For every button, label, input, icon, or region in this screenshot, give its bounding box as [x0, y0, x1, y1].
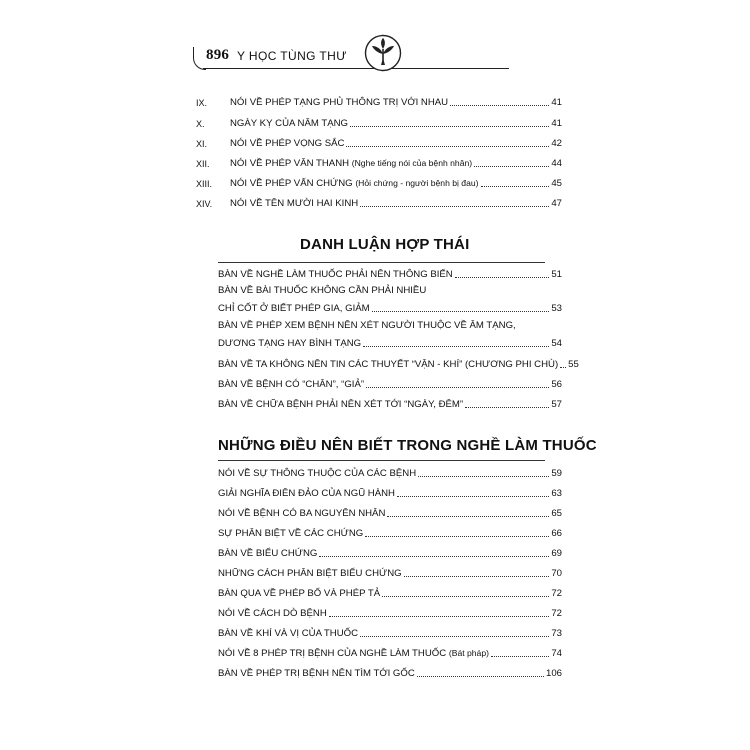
dot-leader	[417, 676, 544, 677]
roman-numeral: IX.	[196, 98, 208, 108]
dot-leader	[455, 277, 550, 278]
page-ref: 72	[551, 588, 562, 599]
entry-title: BÀN VỀ BIỂU CHỨNG	[218, 548, 318, 559]
leaf-emblem-icon	[364, 34, 402, 72]
page-ref: 106	[545, 668, 562, 679]
entry-title-line1: BÀN VỀ BÀI THUỐC KHÔNG CẦN PHẢI NHIỀU	[218, 285, 427, 296]
dot-leader	[481, 186, 550, 187]
dot-leader	[360, 206, 549, 207]
page-ref: 47	[551, 198, 562, 209]
entry-title: NÓI VỀ TÊN MƯỜI HAI KINH	[230, 198, 359, 209]
entry-title: BÀN VỀ BỆNH CÓ “CHÂN”, “GIẢ”	[218, 379, 365, 390]
dot-leader	[366, 387, 549, 388]
entry-title: GIẢI NGHĨA ĐIÊN ĐẢO CỦA NGŨ HÀNH	[218, 488, 395, 499]
entry-title: BÀN VỀ NGHỀ LÀM THUỐC PHẢI NÊN THÔNG BIẾN	[218, 269, 453, 280]
toc-entry[interactable]	[218, 299, 562, 315]
toc-entry[interactable]	[196, 174, 562, 190]
dot-leader	[329, 616, 550, 617]
roman-numeral: XIII.	[196, 179, 213, 189]
dot-leader	[346, 146, 549, 147]
section-heading: NHỮNG ĐIỀU NÊN BIẾT TRONG NGHỀ LÀM THUỐC	[218, 437, 597, 454]
dot-leader	[474, 166, 549, 167]
entry-title: NÓI VỀ PHÉP VỌNG SẮC	[230, 138, 345, 149]
dot-leader	[387, 516, 549, 517]
entry-title-main: NÓI VỀ PHÉP VẤN CHỨNG	[230, 178, 356, 189]
toc-entry[interactable]	[218, 395, 562, 411]
heading-rule	[218, 460, 545, 461]
entry-title: BÀN VỀ KHÍ VÀ VỊ CỦA THUỐC	[218, 628, 359, 639]
page-ref: 59	[551, 468, 562, 479]
page-ref: 53	[551, 303, 562, 314]
entry-title: BÀN VỀ TA KHÔNG NÊN TIN CÁC THUYẾT “VẬN - KHÍ” (CHƯƠNG PHI CHÙ)	[218, 359, 559, 370]
toc-entry[interactable]	[196, 154, 562, 170]
toc-entry[interactable]	[196, 114, 562, 130]
entry-title: BÀN QUA VỀ PHÉP BỔ VÀ PHÉP TẢ	[218, 588, 381, 599]
toc-entry[interactable]	[218, 334, 562, 350]
dot-leader	[404, 576, 550, 577]
page-ref: 44	[551, 158, 562, 169]
page-ref: 55	[568, 359, 579, 370]
page-ref: 57	[551, 399, 562, 410]
dot-leader	[491, 656, 549, 657]
entry-title	[230, 157, 472, 170]
roman-numeral: XI.	[196, 139, 208, 149]
page-ref: 51	[551, 269, 562, 280]
dot-leader	[365, 536, 549, 537]
dot-leader	[397, 496, 549, 497]
dot-leader	[363, 346, 549, 347]
dot-leader	[372, 311, 550, 312]
page-ref: 63	[551, 488, 562, 499]
toc-entry[interactable]	[218, 265, 562, 281]
entry-title: DƯƠNG TẠNG HAY BÌNH TẠNG	[218, 338, 362, 349]
toc-entry[interactable]	[218, 544, 562, 560]
page-ref: 45	[551, 178, 562, 189]
toc-entry[interactable]	[218, 624, 562, 640]
page-ref: 74	[551, 648, 562, 659]
entry-title: NÓI VỀ BỆNH CÓ BA NGUYÊN NHÂN	[218, 508, 386, 519]
header-bracket	[193, 47, 206, 70]
roman-numeral: XII.	[196, 159, 210, 169]
header-rule	[203, 68, 509, 69]
roman-numeral: XIV.	[196, 199, 213, 209]
entry-title: SỰ PHÂN BIỆT VỀ CÁC CHỨNG	[218, 528, 364, 539]
page-ref: 66	[551, 528, 562, 539]
dot-leader	[560, 367, 566, 368]
toc-entry[interactable]	[218, 644, 562, 660]
dot-leader	[350, 126, 549, 127]
page-ref: 41	[551, 97, 562, 108]
entry-title: NÓI VỀ SỰ THÔNG THUỘC CỦA CÁC BỆNH	[218, 468, 417, 479]
dot-leader	[418, 476, 549, 477]
entry-title: NÓI VỀ PHÉP TẠNG PHỦ THÔNG TRỊ VỚI NHAU	[230, 97, 449, 108]
dot-leader	[465, 407, 549, 408]
toc-entry[interactable]	[218, 564, 562, 580]
entry-title: NHỮNG CÁCH PHÂN BIỆT BIỂU CHỨNG	[218, 568, 402, 579]
page-ref: 56	[551, 379, 562, 390]
entry-title: BÀN VỀ PHÉP TRỊ BỆNH NÊN TÌM TỚI GỐC	[218, 668, 415, 679]
entry-subtitle: (Hỏi chứng - người bệnh bị đau)	[355, 178, 479, 188]
page-ref: 70	[551, 568, 562, 579]
toc-entry[interactable]	[218, 664, 562, 680]
toc-entry[interactable]	[218, 484, 562, 500]
entry-title: BÀN VỀ CHỮA BỆNH PHẢI NÊN XÉT TỚI “NGÀY, ĐÊM”	[218, 399, 464, 410]
entry-title: NGÀY KỴ CỦA NĂM TẠNG	[230, 118, 348, 129]
page-ref: 54	[551, 338, 562, 349]
toc-entry[interactable]	[218, 464, 562, 480]
entry-title-main: NÓI VỀ 8 PHÉP TRỊ BỆNH CỦA NGHỀ LÀM THUỐC	[218, 648, 449, 659]
running-header	[193, 44, 547, 70]
heading-rule	[218, 262, 545, 263]
page-ref: 41	[551, 118, 562, 129]
page-ref: 42	[551, 138, 562, 149]
page-ref: 72	[551, 608, 562, 619]
page-ref: 73	[551, 628, 562, 639]
entry-title: NÓI VỀ CÁCH DÒ BỆNH	[218, 608, 327, 619]
roman-numeral: X.	[196, 119, 205, 129]
entry-title-main: NÓI VỀ PHÉP VĂN THANH	[230, 158, 352, 169]
toc-entry[interactable]	[218, 375, 562, 391]
page-ref: 69	[551, 548, 562, 559]
toc-entry[interactable]	[218, 504, 562, 520]
entry-title	[230, 177, 479, 190]
book-title: Y HỌC TÙNG THƯ	[237, 49, 347, 63]
page-ref: 65	[551, 508, 562, 519]
toc-entry[interactable]	[218, 584, 562, 600]
entry-title	[218, 647, 489, 660]
toc-entry[interactable]	[218, 524, 562, 540]
entry-subtitle: (Bát pháp)	[448, 648, 489, 658]
entry-title-line1: BÀN VỀ PHÉP XEM BỆNH NÊN XÉT NGƯỜI THUỘC VỀ ÂM TẠNG,	[218, 320, 516, 331]
entry-subtitle: (Nghe tiếng nói của bệnh nhân)	[351, 158, 473, 168]
section-heading: DANH LUẬN HỢP THÁI	[300, 236, 470, 253]
dot-leader	[319, 556, 549, 557]
dot-leader	[382, 596, 549, 597]
dot-leader	[360, 636, 549, 637]
toc-entry[interactable]	[196, 93, 562, 109]
toc-entry[interactable]	[196, 134, 562, 150]
toc-entry[interactable]	[218, 355, 579, 371]
entry-title: CHỈ CỐT Ở BIẾT PHÉP GIA, GIẢM	[218, 303, 370, 314]
dot-leader	[450, 105, 549, 106]
toc-entry[interactable]	[196, 194, 562, 210]
page-number: 896	[206, 47, 230, 63]
toc-entry[interactable]	[218, 604, 562, 620]
